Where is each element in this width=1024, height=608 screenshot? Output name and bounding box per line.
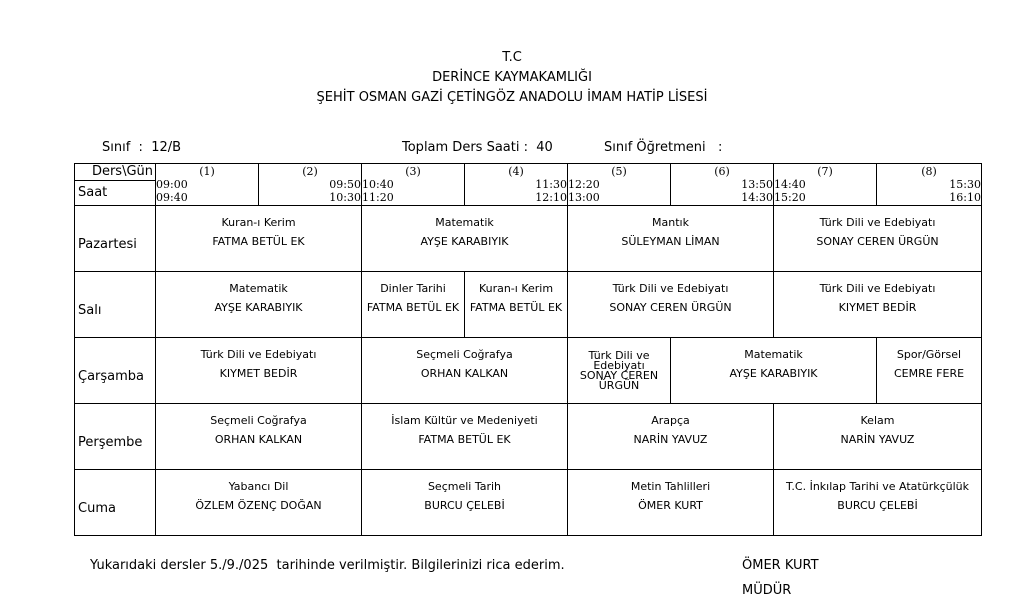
day-row-sali xyxy=(75,272,982,338)
signer-name: ÖMER KURT xyxy=(742,558,819,573)
period-number: (4) xyxy=(508,165,524,178)
day-row-carsamba xyxy=(75,338,982,404)
period-end: 09:40 xyxy=(156,191,188,204)
day-label: Pazartesi xyxy=(75,206,156,272)
lesson-cell xyxy=(568,404,774,470)
period-start: 15:30 xyxy=(949,178,981,191)
lesson-subject: Kuran-ı Kerim xyxy=(221,215,296,229)
lesson-subject: Türk Dili ve Edebiyatı xyxy=(612,281,729,295)
lesson-teacher: ORHAN KALKAN xyxy=(214,432,303,446)
lesson-cell xyxy=(568,470,774,536)
lesson-cell xyxy=(774,272,982,338)
class-label: Sınıf : 12/B xyxy=(102,140,182,155)
lesson-cell xyxy=(465,272,568,338)
lesson-subject: Kelam xyxy=(860,413,895,427)
header-line-tc: T.C xyxy=(502,50,522,65)
class-teacher-label: Sınıf Öğretmeni : xyxy=(604,140,723,155)
lesson-teacher: BURCU ÇELEBİ xyxy=(424,498,505,512)
lesson-teacher: KIYMET BEDİR xyxy=(838,300,917,314)
footer-note: Yukarıdaki dersler 5./9./025 tarihinde verilmiştir. Bilgilerinizi rica ederim. xyxy=(90,558,565,573)
corner-hour-label: Saat xyxy=(78,185,108,200)
period-end: 16:10 xyxy=(949,191,981,204)
lesson-teacher: SONAY CEREN ÜRGÜN xyxy=(579,368,659,392)
day-label: Cuma xyxy=(75,470,156,536)
lesson-cell xyxy=(362,338,568,404)
period-start: 12:20 xyxy=(568,178,600,191)
lesson-subject: Metin Tahlilleri xyxy=(630,479,711,493)
header-line-school: ŞEHİT OSMAN GAZİ ÇETİNGÖZ ANADOLU İMAM HATİP LİSESİ xyxy=(316,90,708,105)
lesson-cell xyxy=(568,272,774,338)
period-end: 14:30 xyxy=(741,191,773,204)
lesson-subject: Mantık xyxy=(652,215,689,229)
lesson-cell xyxy=(156,272,362,338)
lesson-teacher: SONAY CEREN ÜRGÜN xyxy=(609,300,732,314)
period-number: (6) xyxy=(714,165,730,178)
lesson-cell xyxy=(774,206,982,272)
lesson-subject: Matematik xyxy=(435,215,494,229)
lesson-teacher: FATMA BETÜL EK xyxy=(418,432,511,446)
period-number: (7) xyxy=(817,165,833,178)
lesson-teacher: KIYMET BEDİR xyxy=(219,366,298,380)
lesson-subject: Seçmeli Coğrafya xyxy=(210,413,307,427)
lesson-subject: Türk Dili ve Edebiyatı xyxy=(588,348,650,372)
period-header xyxy=(156,164,259,206)
lesson-cell xyxy=(877,338,982,404)
lesson-teacher: FATMA BETÜL EK xyxy=(469,300,563,314)
day-label: Perşembe xyxy=(75,404,156,470)
day-label: Çarşamba xyxy=(75,338,156,404)
lesson-cell xyxy=(156,206,362,272)
corner-cell xyxy=(75,164,156,206)
lesson-teacher: NARİN YAVUZ xyxy=(840,432,915,446)
lesson-cell xyxy=(568,338,671,404)
day-row-persembe xyxy=(75,404,982,470)
lesson-teacher: AYŞE KARABIYIK xyxy=(729,366,818,380)
lesson-subject: Matematik xyxy=(229,281,288,295)
lesson-subject: Kuran-ı Kerim xyxy=(478,281,554,295)
timetable xyxy=(74,163,982,536)
lesson-teacher: NARİN YAVUZ xyxy=(633,432,708,446)
lesson-cell xyxy=(156,338,362,404)
period-end: 13:00 xyxy=(568,191,600,204)
period-number: (3) xyxy=(405,165,421,178)
lesson-subject: Seçmeli Coğrafya xyxy=(416,347,513,361)
lesson-teacher: BURCU ÇELEBİ xyxy=(837,498,918,512)
lesson-cell xyxy=(568,206,774,272)
lesson-cell xyxy=(362,470,568,536)
lesson-teacher: SÜLEYMAN LİMAN xyxy=(621,234,720,248)
lesson-teacher: ORHAN KALKAN xyxy=(420,366,509,380)
lesson-cell xyxy=(774,404,982,470)
period-start: 11:30 xyxy=(535,178,567,191)
period-number: (2) xyxy=(302,165,318,178)
lesson-teacher: FATMA BETÜL EK xyxy=(366,300,460,314)
period-start: 10:40 xyxy=(362,178,394,191)
total-hours-label: Toplam Ders Saati : 40 xyxy=(402,140,553,155)
lesson-cell xyxy=(362,404,568,470)
day-row-cuma xyxy=(75,470,982,536)
lesson-subject: Seçmeli Tarih xyxy=(427,479,502,493)
lesson-subject: Türk Dili ve Edebiyatı xyxy=(819,215,936,229)
lesson-cell xyxy=(671,338,877,404)
lesson-cell xyxy=(156,404,362,470)
period-end: 12:10 xyxy=(535,191,567,204)
period-end: 10:30 xyxy=(329,191,361,204)
period-number: (1) xyxy=(199,165,215,178)
lesson-subject: T.C. İnkılap Tarihi ve Atatürkçülük xyxy=(786,479,969,493)
lesson-subject: Türk Dili ve Edebiyatı xyxy=(819,281,936,295)
period-start: 14:40 xyxy=(774,178,806,191)
lesson-cell xyxy=(362,272,465,338)
period-header xyxy=(465,164,568,206)
period-number: (8) xyxy=(921,165,937,178)
day-label: Salı xyxy=(75,272,156,338)
lesson-teacher: SONAY CEREN ÜRGÜN xyxy=(816,234,939,248)
period-start: 09:50 xyxy=(329,178,361,191)
lesson-cell xyxy=(362,206,568,272)
lesson-teacher: FATMA BETÜL EK xyxy=(212,234,305,248)
period-start: 13:50 xyxy=(741,178,773,191)
period-start: 09:00 xyxy=(156,178,188,191)
header-line-district: DERİNCE KAYMAKAMLIĞI xyxy=(432,70,592,85)
period-header xyxy=(568,164,671,206)
period-end: 15:20 xyxy=(774,191,806,204)
period-header xyxy=(877,164,982,206)
period-end: 11:20 xyxy=(362,191,394,204)
day-row-pazartesi xyxy=(75,206,982,272)
lesson-subject: Arapça xyxy=(651,413,690,427)
lesson-teacher: AYŞE KARABIYIK xyxy=(420,234,509,248)
lesson-subject: Yabancı Dil xyxy=(228,479,289,493)
lesson-subject: Matematik xyxy=(744,347,803,361)
period-header xyxy=(362,164,465,206)
lesson-teacher: ÖMER KURT xyxy=(638,498,703,512)
lesson-subject: Türk Dili ve Edebiyatı xyxy=(200,347,317,361)
signer-title: MÜDÜR xyxy=(742,583,792,598)
period-header-row xyxy=(75,164,982,206)
lesson-teacher: CEMRE FERE xyxy=(893,366,965,380)
period-header xyxy=(259,164,362,206)
lesson-subject: İslam Kültür ve Medeniyeti xyxy=(391,413,538,427)
period-number: (5) xyxy=(611,165,627,178)
lesson-cell xyxy=(774,470,982,536)
corner-day-label: Ders\Gün xyxy=(75,164,155,181)
period-header xyxy=(774,164,877,206)
lesson-teacher: AYŞE KARABIYIK xyxy=(214,300,303,314)
lesson-teacher: ÖZLEM ÖZENÇ DOĞAN xyxy=(195,498,322,512)
lesson-subject: Spor/Görsel xyxy=(896,347,962,361)
period-header xyxy=(671,164,774,206)
lesson-subject: Dinler Tarihi xyxy=(380,281,446,295)
lesson-cell xyxy=(156,470,362,536)
